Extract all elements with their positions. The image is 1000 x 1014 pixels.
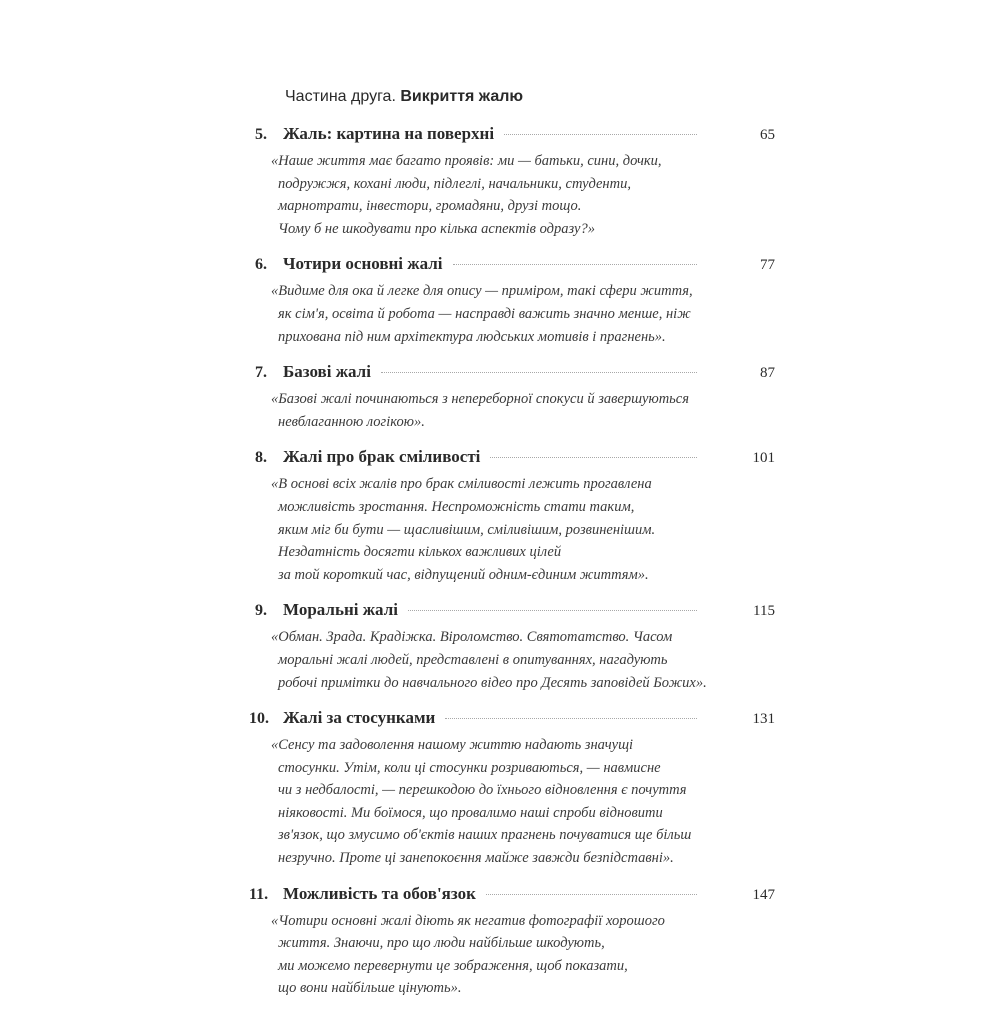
chapter-quote [271,150,775,240]
quote-line: що вони найбільше цінують». [278,980,462,997]
toc-entry [255,254,775,348]
quote-line: «Обман. Зрада. Крадіжка. Віроломство. Святотатство. Часом [271,629,673,646]
part-title: Викриття жалю [400,88,524,105]
chapter-title: Жаль: картина на поверхні [283,124,495,143]
quote-line: прихована під ним архітектура людських мотивів і прагнень». [278,328,666,345]
quote-line: за той короткий час, відпущений одним-єдиним життям». [278,566,649,583]
quote-line: незручно. Проте ці занепокоєння майже завжди безпідставні». [278,850,674,867]
chapter-number: 9. [255,602,267,620]
toc-entry-heading[interactable] [255,254,775,278]
page-number: 115 [753,603,775,620]
chapter-quote [271,734,775,870]
toc-entry [249,883,775,1000]
chapter-title: Моральні жалі [283,600,398,620]
dot-leader [504,134,697,135]
quote-line: життя. Знаючи, про що люди найбільше шкодують, [278,935,605,952]
toc-entry [255,124,775,240]
chapter-number: 11. [249,885,269,903]
toc-entry [255,447,775,586]
chapter-number: 5. [255,126,267,143]
chapter-title: Чотири основні жалі [283,254,443,274]
toc-entry-heading[interactable] [255,447,775,471]
dot-leader [445,718,697,719]
chapter-number: 10. [249,710,269,728]
page-number: 87 [760,365,775,382]
quote-line: «Базові жалі починаються з непереборної спокуси й завершуються [271,391,689,408]
quote-line: «Видиме для ока й легке для опису — приміром, такі сфери життя, [271,283,693,300]
chapter-title: Базові жалі [283,362,371,382]
chapter-number: 6. [255,256,267,274]
chapter-number: 8. [255,449,267,467]
toc-entry-heading[interactable] [249,883,775,908]
page-number: 101 [752,450,775,467]
page-number: 131 [752,711,775,728]
chapter-quote [271,473,775,586]
chapter-quote [271,388,775,433]
part-label: Частина друга. [285,88,396,105]
quote-line: невблаганною логікою». [278,413,425,430]
dot-leader [453,264,698,265]
quote-line: ніяковості. Ми боїмося, що провалимо наші спроби відновити [278,804,663,821]
page-number: 147 [752,886,775,903]
quote-line: яким міг би бути — щасливішим, сміливішим, розвиненішим. [278,521,656,538]
toc-entry-heading[interactable] [249,708,775,732]
page-number: 65 [760,127,775,143]
quote-line: Чому б не шкодувати про кілька аспектів одразу?» [278,220,595,237]
toc-entry [249,708,775,870]
chapter-title: Жалі за стосунками [283,708,436,728]
page-number: 77 [760,257,775,274]
quote-line: можливість зростання. Неспроможність стати таким, [278,498,635,515]
quote-line: стосунки. Утім, коли ці стосунки розриваються, — навмисне [278,759,661,776]
table-of-contents [249,124,775,1014]
quote-line: робочі примітки до навчального відео про Десять заповідей Божих». [278,674,707,691]
quote-line: зв'язок, що змусимо об'єктів наших прагнень почуватися ще більш [278,827,692,844]
quote-line: «Сенсу та задоволення нашому життю надають значущі [271,737,634,754]
chapter-number: 7. [255,364,267,382]
dot-leader [381,372,697,373]
dot-leader [490,457,697,458]
quote-line: ми можемо перевернути це зображення, щоб показати, [278,957,628,974]
quote-line: «Наше життя має багато проявів: ми — батьки, сини, дочки, [271,153,662,169]
dot-leader [408,610,697,611]
dot-leader [486,894,697,895]
chapter-quote [271,280,775,348]
toc-entry-heading[interactable] [255,124,775,148]
quote-line: чи з недбалості, — перешкодою до їхнього відновлення є почуття [278,782,687,799]
quote-line: «В основі всіх жалів про брак сміливості лежить прогавлена [271,476,652,493]
chapter-title: Жалі про брак сміливості [283,447,481,467]
quote-line: «Чотири основні жалі діють як негатив фотографії хорошого [271,912,665,929]
toc-entry-heading[interactable] [255,600,775,624]
quote-line: Нездатність досягти кількох важливих цілей [278,544,562,561]
quote-line: марнотрати, інвестори, громадяни, друзі тощо. [278,198,582,215]
toc-entry [255,362,775,433]
quote-line: як сім'я, освіта й робота — насправді важить значно менше, ніж [278,305,691,322]
chapter-title: Можливість та обов'язок [283,883,476,903]
chapter-quote [271,910,775,1000]
toc-entry [255,600,775,694]
quote-line: подружжя, кохані люди, підлеглі, начальники, студенти, [278,175,631,192]
toc-entry-heading[interactable] [255,362,775,386]
part-heading [285,88,523,106]
quote-line: моральні жалі людей, представлені в опитуваннях, нагадують [278,651,668,668]
chapter-quote [271,626,775,694]
